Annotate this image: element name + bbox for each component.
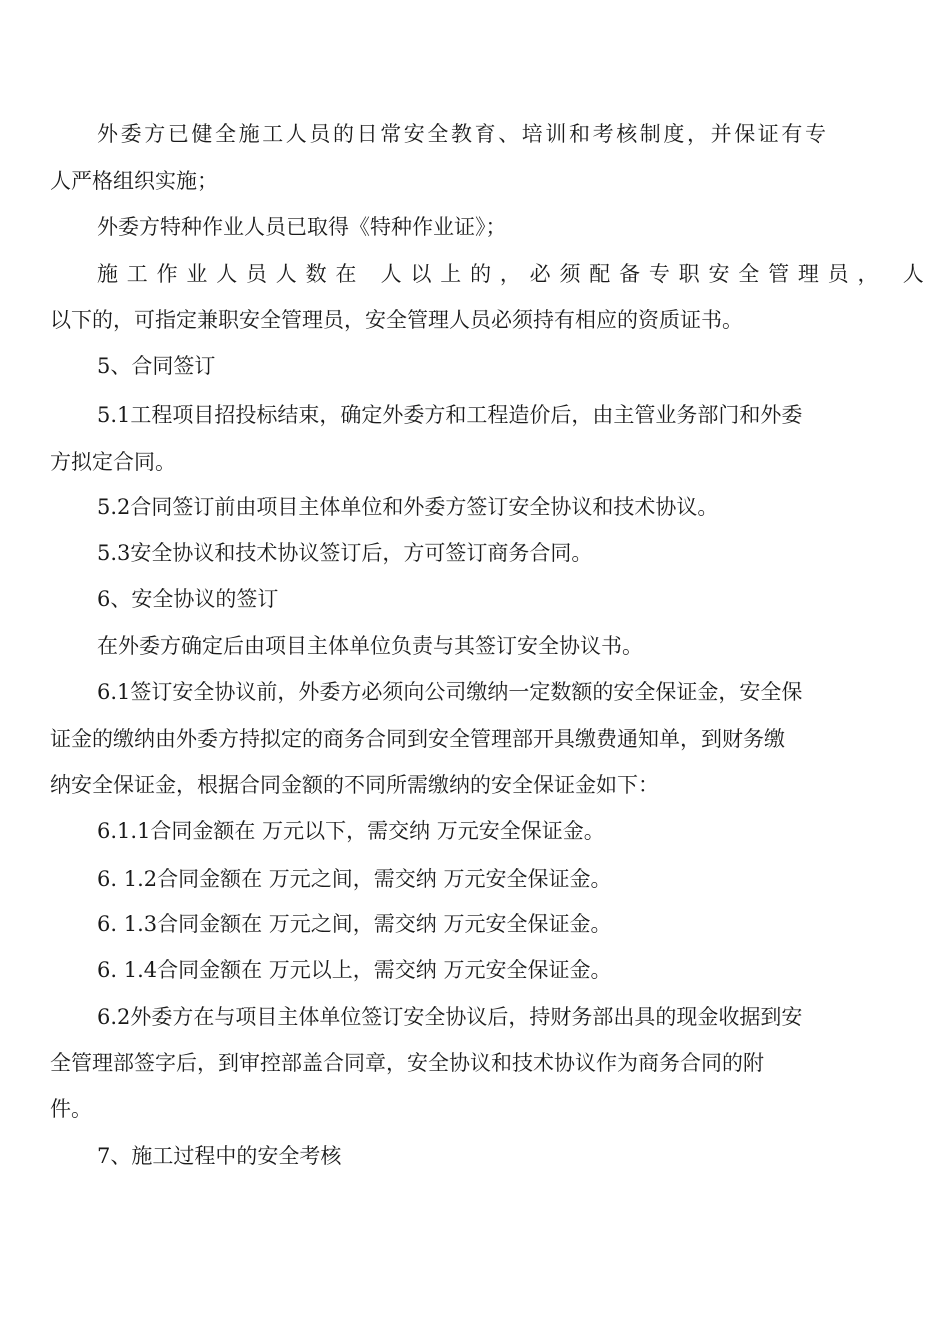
text-line: 外委方特种作业人员已取得《特种作业证》； <box>97 215 507 239</box>
section-heading: 6、安全协议的签订 <box>97 587 279 611</box>
text-line: 6. 1.3合同金额在 万元之间，需交纳 万元安全保证金。 <box>97 912 612 936</box>
text-line: 6. 1.2合同金额在 万元之间，需交纳 万元安全保证金。 <box>97 867 612 891</box>
text-line: 方拟定合同。 <box>50 450 176 474</box>
text-line: 5.1工程项目招投标结束，确定外委方和工程造价后，由主管业务部门和外委 <box>97 403 803 427</box>
text-line: 人严格组织实施； <box>50 169 218 193</box>
text-line: 6. 1.4合同金额在 万元以上，需交纳 万元安全保证金。 <box>97 958 612 982</box>
text-line: 全管理部签字后，到审控部盖合同章，安全协议和技术协议作为商务合同的附 <box>50 1051 764 1075</box>
text-line: 在外委方确定后由项目主体单位负责与其签订安全协议书。 <box>97 634 643 658</box>
text-line: 证金的缴纳由外委方持拟定的商务合同到安全管理部开具缴费通知单，到财务缴 <box>50 727 785 751</box>
text-line: 6.1.1合同金额在 万元以下，需交纳 万元安全保证金。 <box>97 819 605 843</box>
text-line: 以下的，可指定兼职安全管理员，安全管理人员必须持有相应的资质证书。 <box>50 308 743 332</box>
text-line: 外委方已健全施工人员的日常安全教育、培训和考核制度，并保证有专 <box>97 122 829 146</box>
text-line: 6.1签订安全协议前，外委方必须向公司缴纳一定数额的安全保证金，安全保 <box>97 680 803 704</box>
text-line: 施工作业人员人数在 人以上的，必须配备专职安全管理员， 人 <box>97 262 933 286</box>
text-line: 5.2合同签订前由项目主体单位和外委方签订安全协议和技术协议。 <box>97 495 719 519</box>
text-line: 纳安全保证金，根据合同金额的不同所需缴纳的安全保证金如下： <box>50 773 659 797</box>
text-line: 件。 <box>50 1097 92 1121</box>
text-line: 6.2外委方在与项目主体单位签订安全协议后，持财务部出具的现金收据到安 <box>97 1005 803 1029</box>
section-heading: 5、合同签订 <box>97 354 216 378</box>
section-heading: 7、施工过程中的安全考核 <box>97 1144 342 1168</box>
text-line: 5.3安全协议和技术协议签订后，方可签订商务合同。 <box>97 541 593 565</box>
